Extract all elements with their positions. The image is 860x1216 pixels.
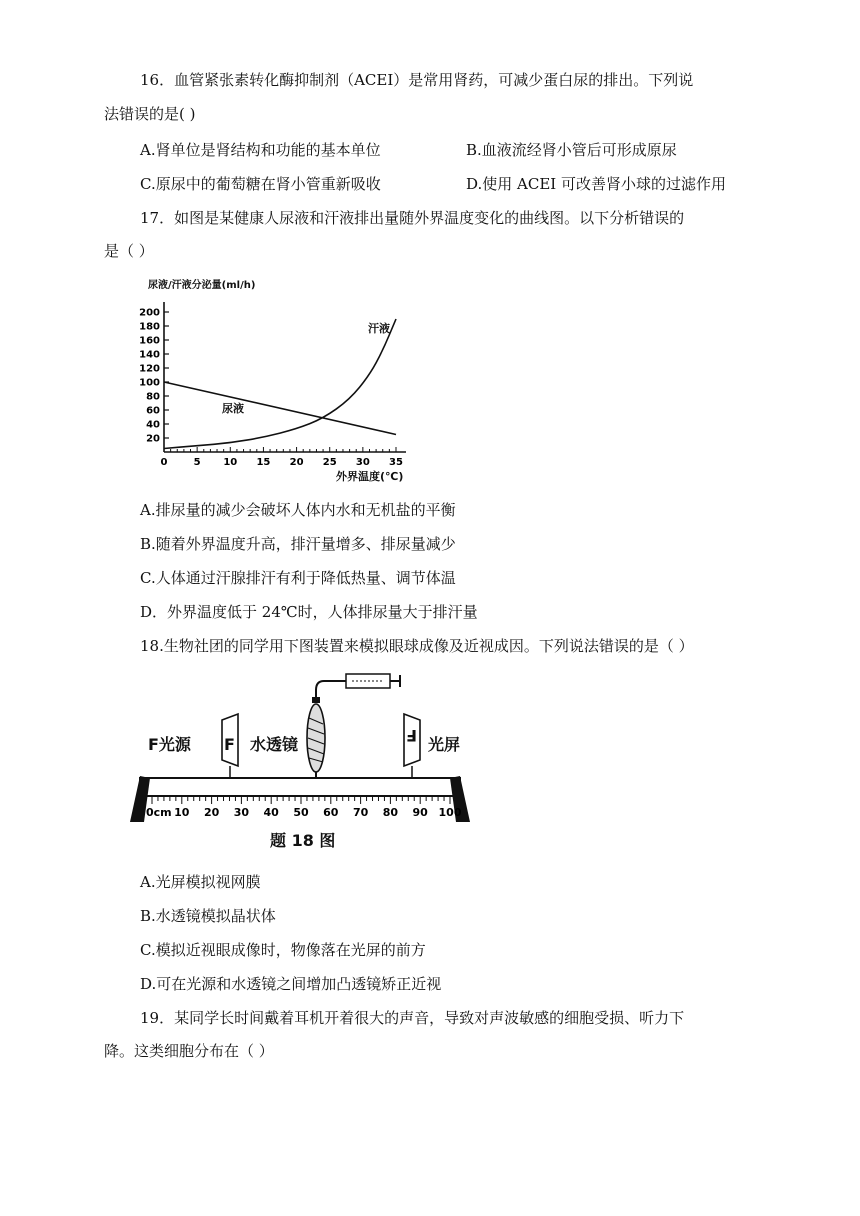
- ruler-tick-label: 90: [412, 806, 428, 819]
- ruler-tick-label: 10: [174, 806, 190, 819]
- chart-x-tick-label: 15: [256, 457, 271, 468]
- ruler-unit-label: 0cm: [146, 806, 172, 819]
- ruler-ticks: [152, 796, 450, 804]
- water-lens-icon: [307, 704, 325, 778]
- chart-x-tick-label: 30: [355, 457, 370, 468]
- chart-x-tick-label: 5: [193, 457, 201, 468]
- q18-option-a: A.光屏模拟视网膜: [140, 873, 261, 891]
- label-source: F光源: [148, 735, 191, 754]
- f-light-source-icon: [222, 714, 238, 778]
- q17-option-d: D．外界温度低于 24℃时，人体排尿量大于排汗量: [140, 603, 478, 621]
- chart-y-tick-label: 120: [139, 363, 160, 375]
- syringe-icon: [312, 674, 400, 703]
- q17-stem-line1: 17．如图是某健康人尿液和汗液排出量随外界温度变化的曲线图。以下分析错误的: [140, 209, 685, 227]
- optical-bench: [130, 776, 470, 822]
- chart-y-tick-label: 100: [139, 377, 160, 389]
- letter-screen: F: [406, 726, 417, 745]
- chart-x-title: 外界温度(℃): [336, 470, 404, 483]
- chart-y-tick-label: 80: [146, 391, 160, 403]
- ruler-tick-label: 20: [203, 806, 220, 819]
- chart-y-tick-label: 180: [139, 321, 160, 333]
- q18-stem-line1: 18.生物社团的同学用下图装置来模拟眼球成像及近视成因。下列说法错误的是（ ）: [140, 637, 694, 655]
- ruler-tick-label: 80: [382, 806, 399, 819]
- q17-stem-line2: 是（ ）: [104, 242, 154, 260]
- q18-option-c: C.模拟近视眼成像时，物像落在光屏的前方: [140, 941, 426, 959]
- ruler-tick-label: 100: [438, 806, 462, 819]
- chart-y-tick-label: 60: [146, 405, 160, 417]
- chart-x-tick-label: 25: [322, 457, 337, 468]
- chart-y-tick-label: 40: [146, 419, 160, 431]
- screen-icon: [404, 714, 420, 778]
- q18-figure: [110, 668, 490, 858]
- q16-option-c: C.原尿中的葡萄糖在肾小管重新吸收: [140, 175, 381, 193]
- chart-line-urine: [164, 382, 396, 435]
- letter-source: F: [224, 735, 235, 754]
- label-screen: 光屏: [428, 735, 461, 754]
- ruler-tick-label: 50: [293, 806, 309, 819]
- chart-y-tick-label: 200: [139, 307, 160, 319]
- chart-y-title: 尿液/汗液分泌量(ml/h): [148, 280, 256, 291]
- chart-y-tick-label: 20: [146, 433, 160, 445]
- ruler-tick-label: 70: [352, 806, 369, 819]
- q17-option-c: C.人体通过汗腺排汗有利于降低热量、调节体温: [140, 569, 456, 587]
- ruler-labels: [146, 806, 462, 819]
- q18-option-d: D.可在光源和水透镜之间增加凸透镜矫正近视: [140, 975, 442, 993]
- q17-option-a: A.排尿量的减少会破坏人体内水和无机盐的平衡: [140, 501, 456, 519]
- chart-x-ticks: [161, 447, 403, 468]
- chart-y-tick-label: 140: [139, 349, 160, 361]
- ruler-tick-label: 30: [233, 806, 250, 819]
- q16-stem-line1: 16．血管紧张素转化酶抑制剂（ACEI）是常用肾药，可减少蛋白尿的排出。下列说: [140, 71, 694, 89]
- chart-label-sweat: 汗液: [368, 322, 390, 335]
- q16-option-a: A.肾单位是肾结构和功能的基本单位: [140, 141, 381, 159]
- chart-x-tick-label: 35: [389, 457, 403, 468]
- chart-y-tick-label: 160: [139, 335, 160, 347]
- chart-label-urine: 尿液: [222, 402, 244, 415]
- chart-x-tick-label: 20: [289, 457, 304, 468]
- chart-line-sweat: [164, 319, 396, 449]
- q19-stem-line2: 降。这类细胞分布在（ ）: [104, 1042, 274, 1060]
- q17-chart: [100, 272, 420, 486]
- chart-x-tick-label: 0: [160, 457, 168, 468]
- q16-stem-line2: 法错误的是( ): [104, 105, 196, 123]
- figure-caption: 题 18 图: [270, 831, 336, 850]
- label-lens: 水透镜: [250, 735, 299, 754]
- q16-option-d: D.使用 ACEI 可改善肾小球的过滤作用: [466, 175, 726, 193]
- q17-option-b: B.随着外界温度升高，排汗量增多、排尿量减少: [140, 535, 456, 553]
- ruler-tick-label: 60: [323, 806, 339, 819]
- q19-stem-line1: 19．某同学长时间戴着耳机开着很大的声音，导致对声波敏感的细胞受损、听力下: [140, 1009, 685, 1027]
- q16-option-b: B.血液流经肾小管后可形成原尿: [466, 141, 677, 159]
- chart-x-tick-label: 10: [223, 457, 238, 468]
- ruler-tick-label: 40: [263, 806, 279, 819]
- q18-option-b: B.水透镜模拟晶状体: [140, 907, 276, 925]
